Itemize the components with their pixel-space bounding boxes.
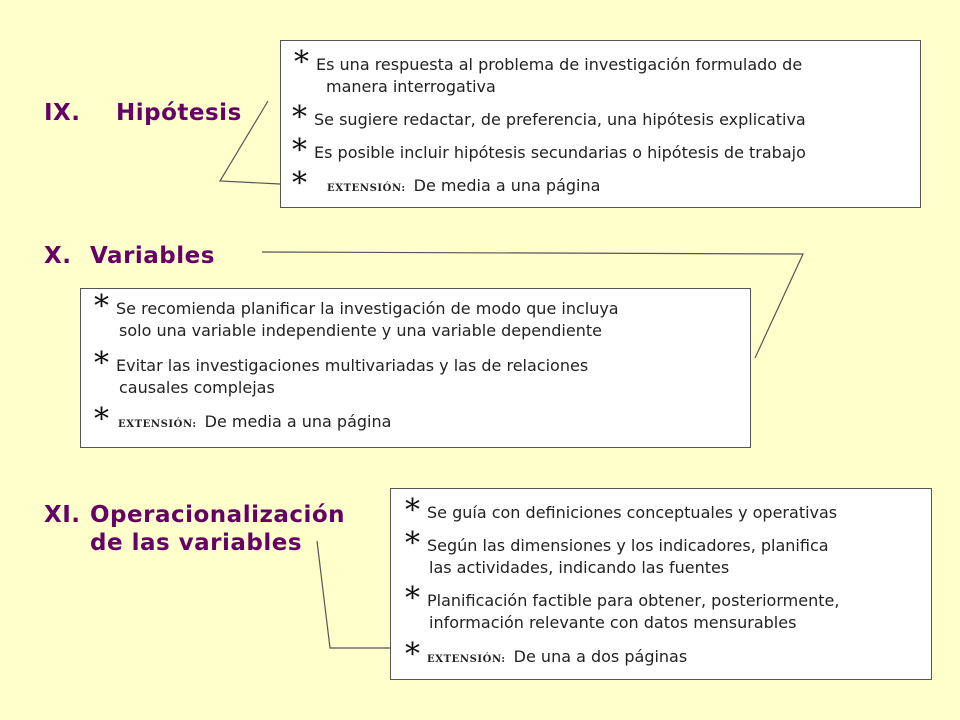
heading-title-cont: de las variables [90,530,303,556]
item-text-cont: manera interrogativa [326,77,496,96]
item-text: Se recomienda planificar la investigación de modo que incluya [116,299,619,318]
item-text: De una a dos páginas [513,647,688,666]
operacionalizacion-box [390,488,932,680]
asterisk-icon: * [292,100,307,135]
item-text: Planificación factible para obtener, posteriormente, [427,591,840,610]
asterisk-icon: * [405,526,420,561]
list-item [94,402,392,437]
asterisk-icon: * [405,493,420,528]
item-text: Se guía con definiciones conceptuales y operativas [427,503,838,522]
heading-number: IX. [44,100,81,126]
heading-operacionalizacion [44,501,345,557]
list-item [94,289,619,342]
item-text: Es posible incluir hipótesis secundarias o hipótesis de trabajo [314,143,806,162]
heading-number: X. [44,243,72,269]
asterisk-icon: * [94,346,109,381]
asterisk-icon: * [405,637,420,672]
item-text: Según las dimensiones y los indicadores, planifica [427,536,829,555]
item-text-cont: causales complejas [119,378,275,397]
item-text: Se sugiere redactar, de preferencia, una hipótesis explicativa [314,110,806,129]
asterisk-icon: * [94,402,109,437]
list-item [292,100,806,135]
heading-hipotesis [44,99,242,127]
item-text: Evitar las investigaciones multivariadas y las de relaciones [116,356,589,375]
extension-label: EXTENSIÓN: [118,419,197,430]
item-text-cont: las actividades, indicando las fuentes [429,558,730,577]
item-text-cont: solo una variable independiente y una variable dependiente [119,321,602,340]
asterisk-icon: * [405,581,420,616]
list-item [405,493,838,528]
asterisk-icon: * [292,166,307,201]
asterisk-icon: * [94,289,109,324]
asterisk-icon: * [294,45,309,80]
list-item [94,346,589,399]
list-item [405,526,829,579]
variables-box [80,288,751,448]
list-item [405,637,688,672]
extension-label: EXTENSIÓN: [427,654,506,665]
connector-operacionalizacion [317,541,390,648]
heading-number: XI. [44,502,81,528]
heading-variables [44,242,215,270]
item-text: De media a una página [204,412,392,431]
item-text: Es una respuesta al problema de investigación formulado de [316,55,803,74]
list-item [292,133,806,168]
asterisk-icon: * [292,133,307,168]
heading-title: Hipótesis [116,100,242,126]
list-item [405,581,840,634]
item-text-cont: información relevante con datos mensurables [429,613,797,632]
hipotesis-box [280,40,921,208]
heading-title: Variables [90,243,215,269]
list-item [292,166,601,201]
heading-title: Operacionalización [90,502,346,528]
extension-label: EXTENSIÓN: [327,183,406,194]
list-item [294,45,803,98]
item-text: De media a una página [413,176,601,195]
